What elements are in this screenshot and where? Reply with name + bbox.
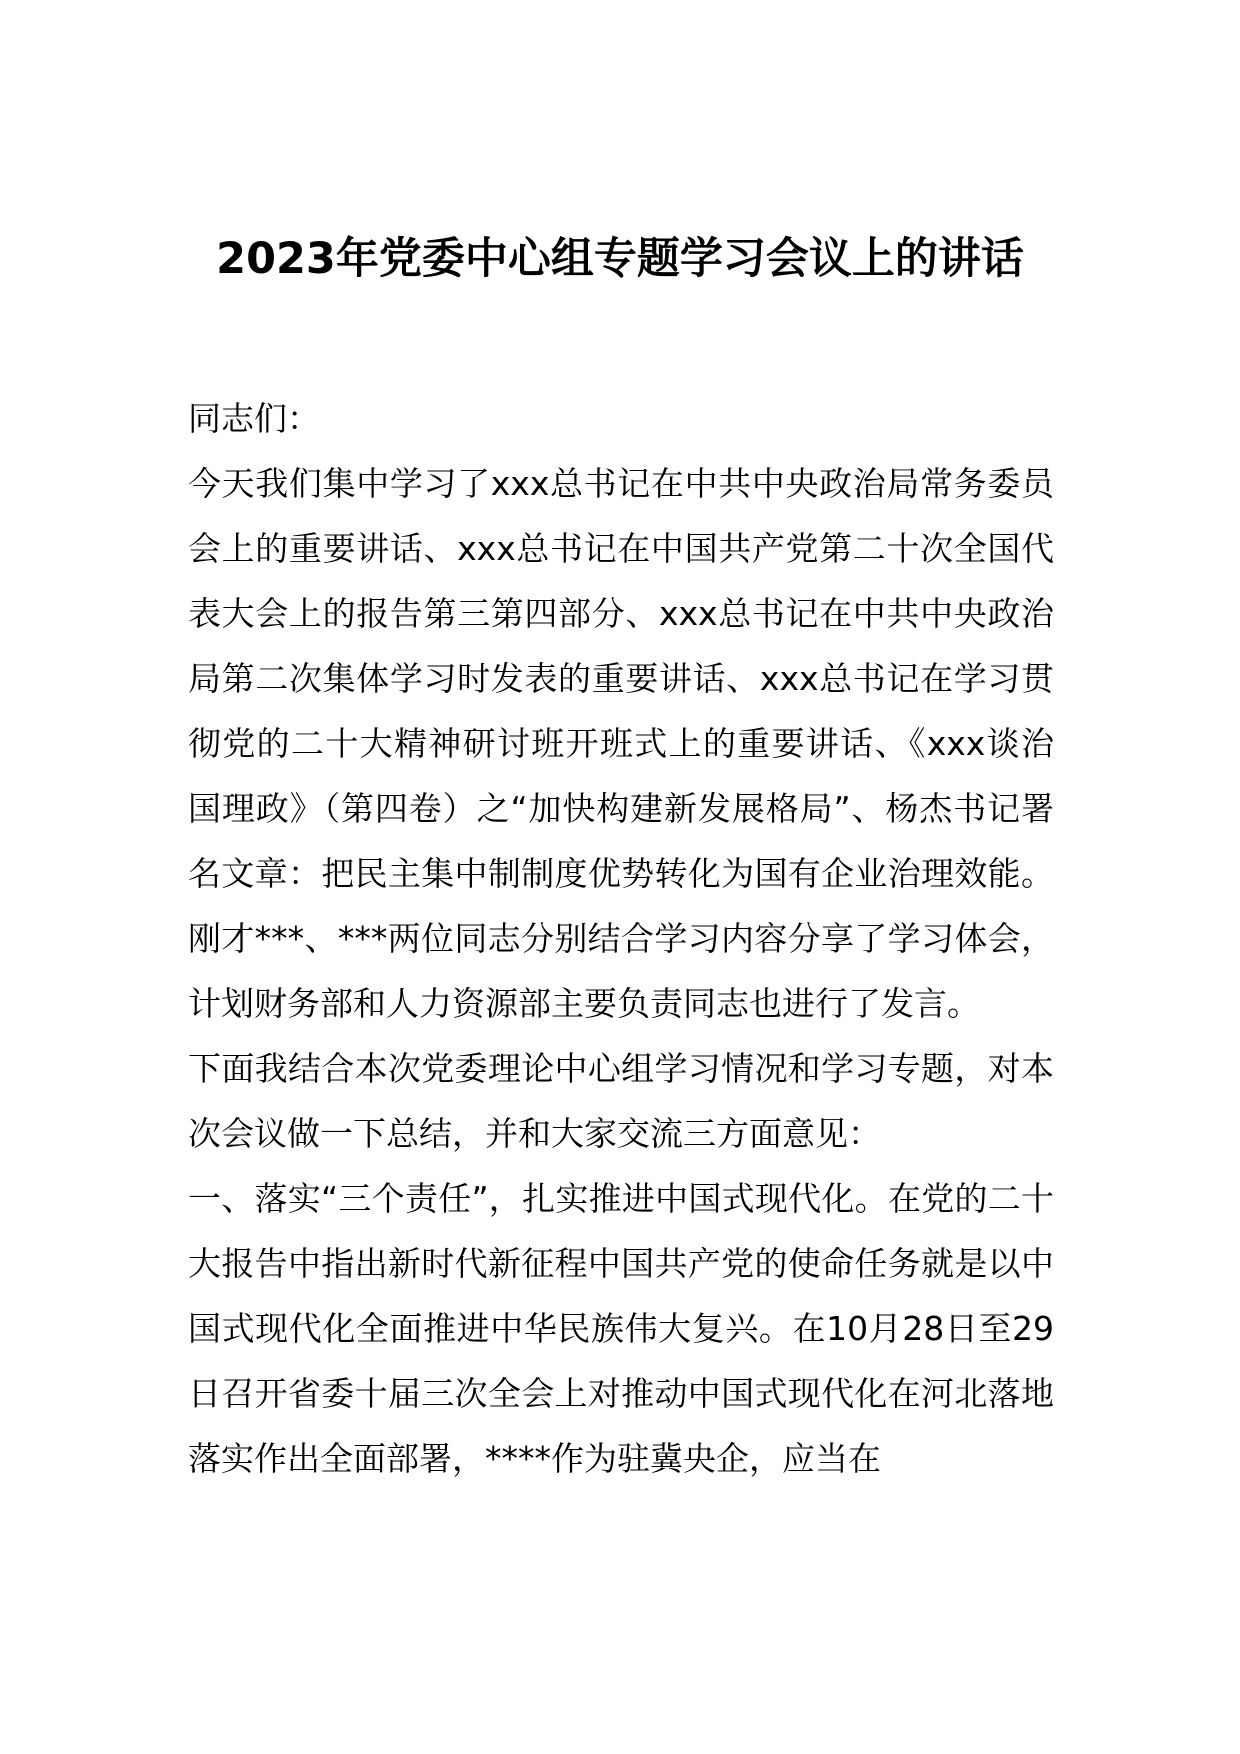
transition-paragraph: 下面我结合本次党委理论中心组学习情况和学习专题，对本次会议做一下总结，并和大家交流三方面意见：: [188, 1049, 1054, 1153]
document-body: [188, 386, 1054, 1491]
section-one-paragraph: 一、落实“三个责任”，扎实推进中国式现代化。在党的二十大报告中指出新时代新征程中国共产党的使命任务就是以中国式现代化全面推进中华民族伟大复兴。在10月28日至29日召开省委十届三次全会上对推动中国式现代化在河北落地落实作出全面部署，****作为驻冀央企，应当在: [188, 1179, 1054, 1478]
document-title: 2023年党委中心组专题学习会议上的讲话: [216, 233, 1024, 284]
study-summary-paragraph: 今天我们集中学习了xxx总书记在中共中央政治局常务委员会上的重要讲话、xxx总书记在中国共产党第二十次全国代表大会上的报告第三第四部分、xxx总书记在中共中央政治局第二次集体学习时发表的重要讲话、xxx总书记在学习贯彻党的二十大精神研讨班开班式上的重要讲话、《xxx谈治国理政》（第四卷）之“加快构建新发展格局”、杨杰书记署名文章：把民主集中制制度优势转化为国有企业治理效能。刚才***、***两位同志分别结合学习内容分享了学习体会，计划财务部和人力资源部主要负责同志也进行了发言。: [188, 464, 1054, 1023]
salutation-paragraph: 同志们：: [188, 399, 320, 438]
